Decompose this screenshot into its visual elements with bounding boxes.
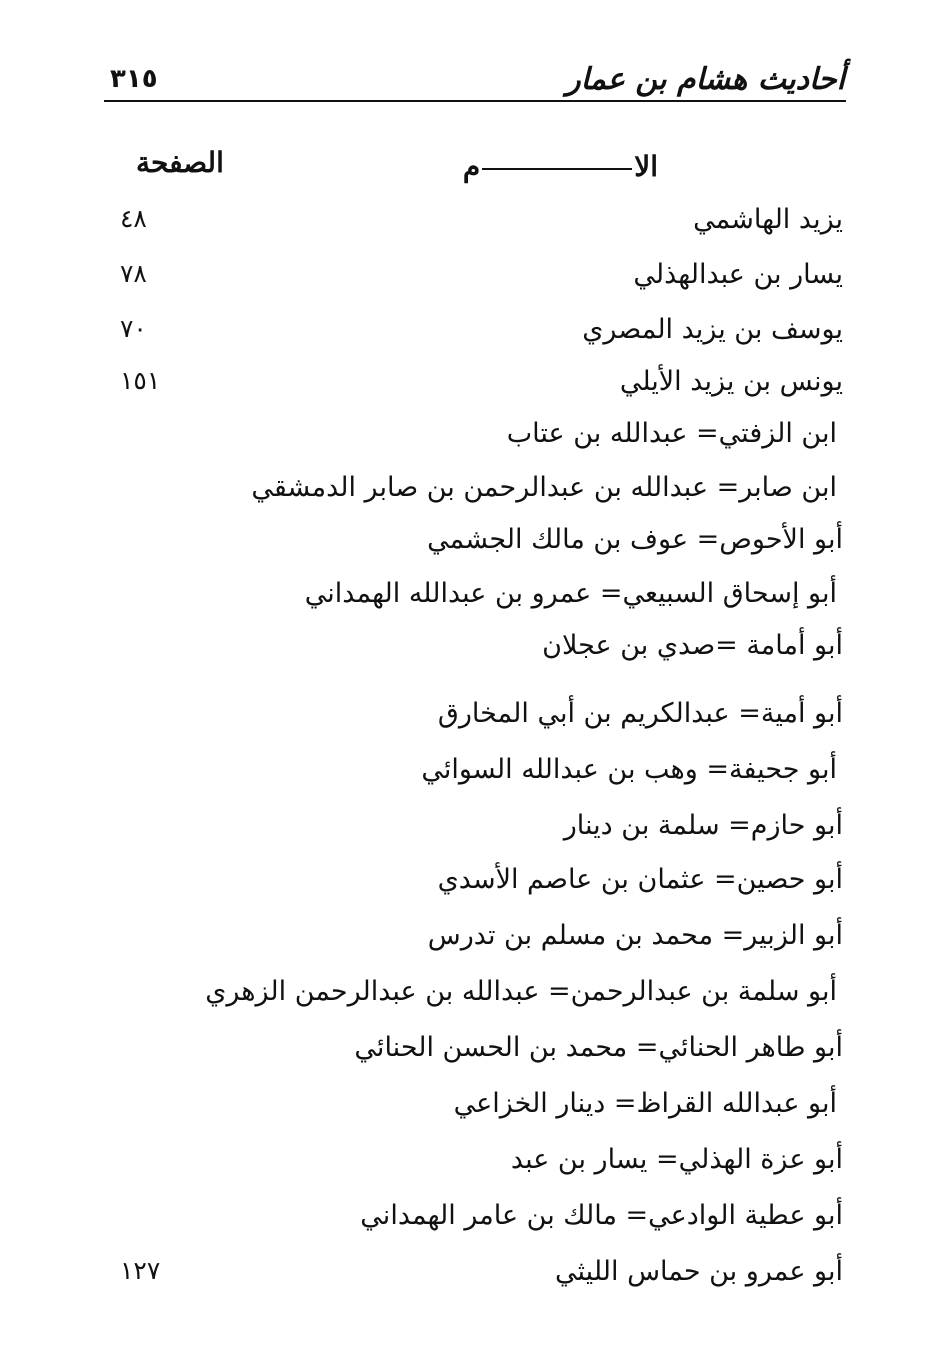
entry-name: أبو عبدالله القراظ= دينار الخزاعي: [453, 1088, 837, 1119]
column-heading-name-start: الا: [634, 150, 658, 183]
entry-name: يونس بن يزيد الأيلي: [619, 366, 843, 397]
entry-name: ابن صابر= عبدالله بن عبدالرحمن بن صابر الدمشقي: [251, 472, 837, 503]
entry-name: أبو إسحاق السبيعي= عمرو بن عبدالله الهمداني: [304, 578, 837, 609]
entry-page: ٧٨: [120, 259, 147, 288]
heading-kashida-line: [482, 168, 632, 170]
index-entry: [110, 578, 843, 630]
entry-name: أبو أمامة =صدي بن عجلان: [542, 630, 843, 661]
index-entry: [110, 754, 843, 806]
index-entry: [110, 259, 843, 311]
entry-name: يوسف بن يزيد المصري: [582, 314, 843, 345]
entry-name: أبو جحيفة= وهب بن عبدالله السوائي: [421, 754, 837, 785]
index-entry: [110, 698, 843, 750]
index-entry: [110, 1088, 843, 1140]
entry-name: أبو الأحوص= عوف بن مالك الجشمي: [427, 524, 843, 555]
page-number: ٣١٥: [110, 64, 158, 94]
column-heading-page: الصفحة: [136, 146, 224, 179]
entry-name: أبو عزة الهذلي= يسار بن عبد: [510, 1144, 843, 1175]
entry-page: ٤٨: [120, 204, 147, 233]
index-entry: [110, 204, 843, 256]
entry-page: ١٥١: [120, 366, 161, 395]
index-entry: [110, 472, 843, 524]
entry-page: ٧٠: [120, 314, 147, 343]
index-entry: [110, 810, 843, 862]
entry-name: أبو طاهر الحنائي= محمد بن الحسن الحنائي: [354, 1032, 843, 1063]
index-entry: [110, 366, 843, 418]
entry-name: يسار بن عبدالهذلي: [633, 259, 843, 290]
index-entry: [110, 418, 843, 470]
index-entry: [110, 1032, 843, 1084]
entry-name: أبو حازم= سلمة بن دينار: [563, 810, 843, 841]
index-entry: [110, 864, 843, 916]
index-entry: [110, 314, 843, 366]
entry-name: يزيد الهاشمي: [693, 204, 843, 235]
index-entry: [110, 630, 843, 682]
entry-name: أبو عمرو بن حماس الليثي: [555, 1256, 843, 1287]
index-entry: [110, 976, 843, 1028]
index-entry: [110, 920, 843, 972]
entry-name: أبو الزبير= محمد بن مسلم بن تدرس: [427, 920, 843, 951]
header-rule: [104, 100, 846, 102]
running-title: أحاديث هشام بن عمار: [566, 62, 845, 97]
entry-name: أبو عطية الوادعي= مالك بن عامر الهمداني: [360, 1200, 843, 1231]
index-entry: [110, 1144, 843, 1196]
index-entry: [110, 524, 843, 576]
index-entry: [110, 1200, 843, 1252]
entry-name: أبو سلمة بن عبدالرحمن= عبدالله بن عبدالرحمن الزهري: [205, 976, 837, 1007]
entry-name: ابن الزفتي= عبدالله بن عتاب: [506, 418, 837, 449]
entry-name: أبو أمية= عبدالكريم بن أبي المخارق: [437, 698, 843, 729]
entry-page: ١٢٧: [120, 1256, 161, 1285]
entry-name: أبو حصين= عثمان بن عاصم الأسدي: [437, 864, 843, 895]
column-heading-name-end: م: [462, 150, 481, 183]
column-heading-name: [463, 150, 658, 183]
index-entry: [110, 1256, 843, 1308]
